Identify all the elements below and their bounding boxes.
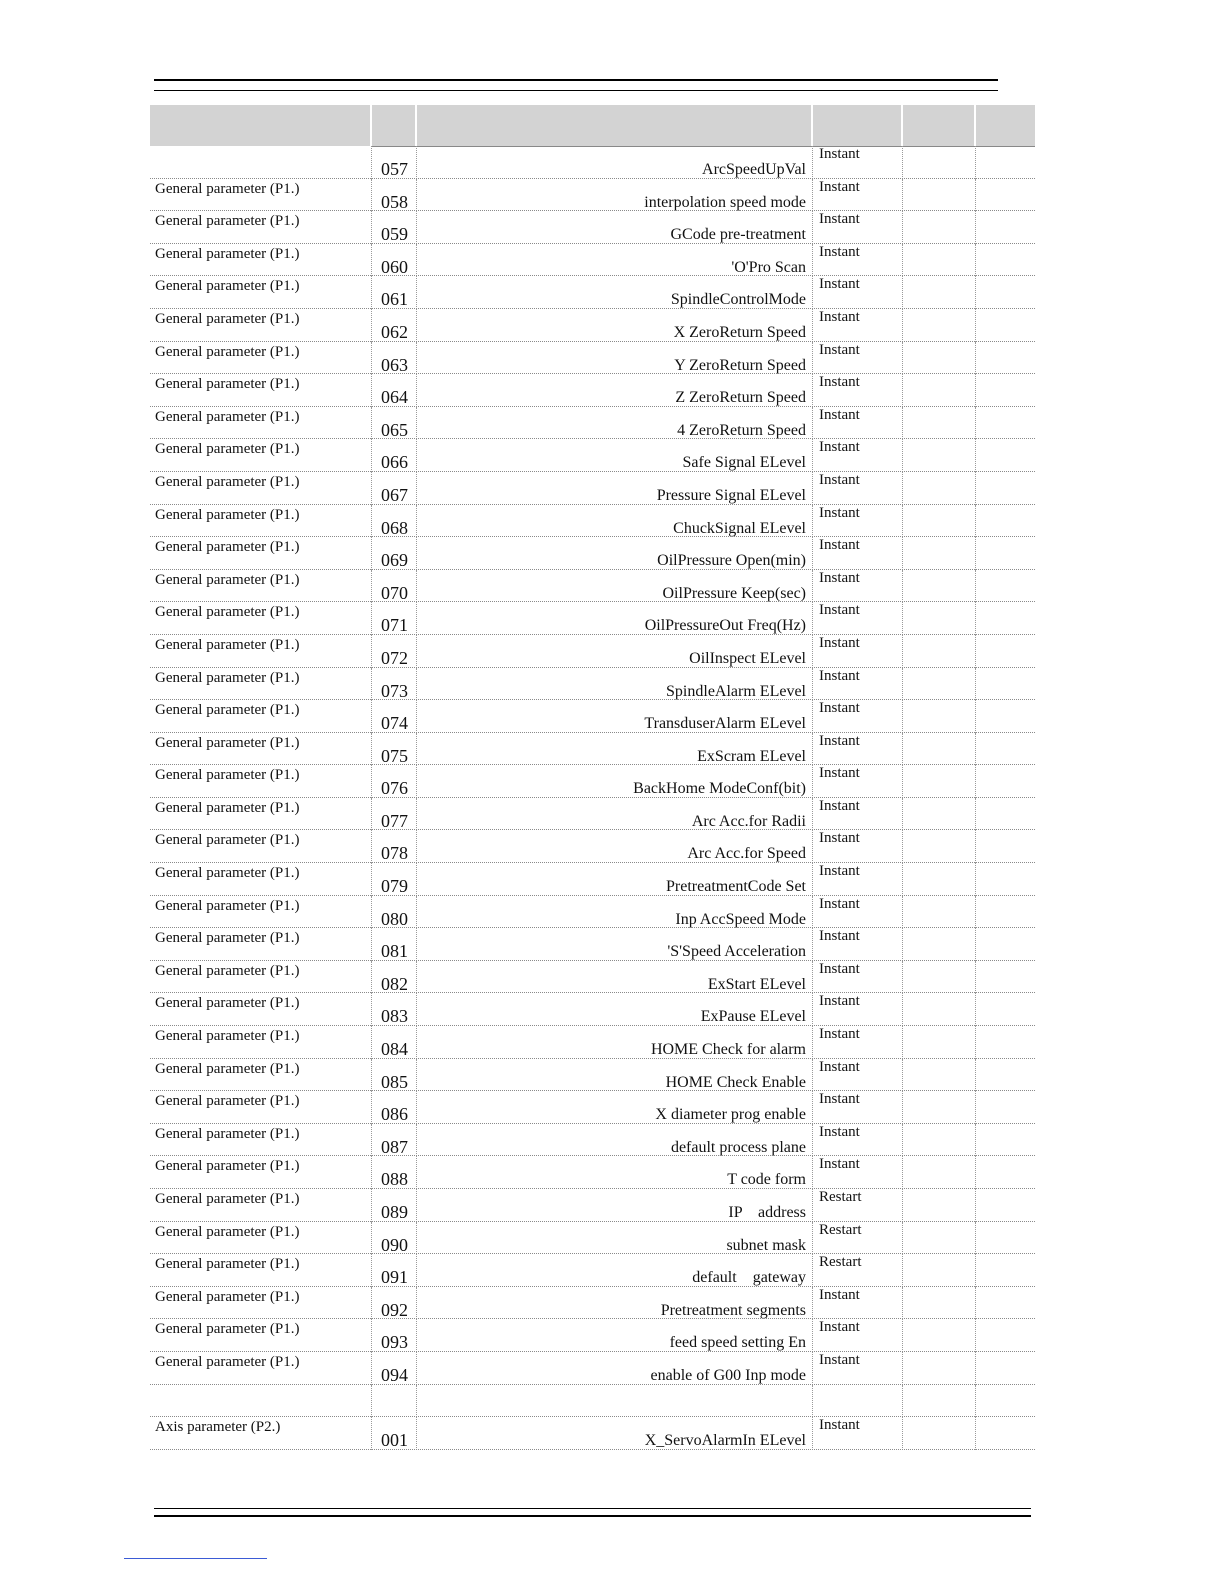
param-group-cell: General parameter (P1.)	[150, 439, 372, 472]
param-effective-cell: Instant	[813, 276, 903, 309]
empty-cell	[903, 1352, 976, 1385]
param-group-cell: General parameter (P1.)	[150, 342, 372, 375]
param-name-cell: IP address	[417, 1189, 813, 1222]
param-number-cell: 084	[372, 1026, 417, 1059]
table-row	[150, 146, 1035, 179]
empty-cell	[903, 276, 976, 309]
param-name-cell: enable of G00 Inp mode	[417, 1352, 813, 1385]
param-name-cell: OilInspect ELevel	[417, 635, 813, 668]
param-group-cell: General parameter (P1.)	[150, 570, 372, 603]
param-group-cell: General parameter (P1.)	[150, 896, 372, 929]
header-rule-thin	[154, 90, 998, 91]
param-group-cell: General parameter (P1.)	[150, 1352, 372, 1385]
empty-cell	[976, 472, 1035, 505]
param-number-cell: 058	[372, 179, 417, 212]
param-number-cell: 062	[372, 309, 417, 342]
param-name-cell: ArcSpeedUpVal	[417, 146, 813, 179]
param-group-cell: General parameter (P1.)	[150, 211, 372, 244]
table-row	[150, 830, 1035, 863]
empty-cell	[903, 570, 976, 603]
param-number-cell: 065	[372, 407, 417, 440]
empty-cell	[903, 1124, 976, 1157]
param-group-cell: General parameter (P1.)	[150, 1059, 372, 1092]
param-group-cell: General parameter (P1.)	[150, 505, 372, 538]
param-effective-cell: Instant	[813, 1352, 903, 1385]
param-group-cell: General parameter (P1.)	[150, 374, 372, 407]
param-group-cell: General parameter (P1.)	[150, 765, 372, 798]
param-effective-cell: Instant	[813, 863, 903, 896]
param-effective-cell: Instant	[813, 439, 903, 472]
param-name-cell: Arc Acc.for Speed	[417, 830, 813, 863]
empty-cell	[976, 798, 1035, 831]
param-group-cell: General parameter (P1.)	[150, 179, 372, 212]
empty-cell	[976, 407, 1035, 440]
empty-cell	[976, 733, 1035, 766]
header-cell-extra-2	[976, 105, 1035, 146]
empty-cell	[903, 961, 976, 994]
param-name-cell: HOME Check Enable	[417, 1059, 813, 1092]
param-number-cell: 001	[372, 1417, 417, 1450]
param-effective-cell: Instant	[813, 472, 903, 505]
empty-cell	[976, 896, 1035, 929]
param-number-cell: 057	[372, 146, 417, 179]
table-row	[150, 700, 1035, 733]
empty-cell	[903, 700, 976, 733]
table-row	[150, 472, 1035, 505]
empty-cell	[976, 342, 1035, 375]
empty-cell	[976, 211, 1035, 244]
param-effective-cell: Instant	[813, 798, 903, 831]
param-effective-cell: Instant	[813, 668, 903, 701]
empty-cell	[903, 1026, 976, 1059]
param-group-cell: General parameter (P1.)	[150, 602, 372, 635]
param-number-cell: 066	[372, 439, 417, 472]
header-cell-number	[372, 105, 417, 146]
empty-cell	[976, 309, 1035, 342]
param-effective-cell: Instant	[813, 733, 903, 766]
param-effective-cell: Instant	[813, 211, 903, 244]
param-effective-cell: Instant	[813, 635, 903, 668]
empty-cell	[976, 439, 1035, 472]
param-name-cell: 'S'Speed Acceleration	[417, 928, 813, 961]
empty-cell	[976, 1156, 1035, 1189]
param-group-cell: General parameter (P1.)	[150, 1222, 372, 1255]
empty-cell	[903, 309, 976, 342]
table-row	[150, 1222, 1035, 1255]
param-name-cell: Z ZeroReturn Speed	[417, 374, 813, 407]
param-group-cell	[150, 146, 372, 179]
param-number-cell: 061	[372, 276, 417, 309]
param-effective-cell: Instant	[813, 765, 903, 798]
param-name-cell: X diameter prog enable	[417, 1091, 813, 1124]
param-number-cell: 074	[372, 700, 417, 733]
param-group-cell: General parameter (P1.)	[150, 1156, 372, 1189]
param-effective-cell: Restart	[813, 1222, 903, 1255]
param-number-cell: 081	[372, 928, 417, 961]
param-effective-cell: Instant	[813, 961, 903, 994]
param-name-cell: Inp AccSpeed Mode	[417, 896, 813, 929]
table-row	[150, 1254, 1035, 1287]
empty-cell	[903, 505, 976, 538]
header-cell-name	[417, 105, 813, 146]
footer-rule-thin	[154, 1508, 1031, 1509]
header-cell-group	[150, 105, 372, 146]
param-name-cell: X ZeroReturn Speed	[417, 309, 813, 342]
param-number-cell: 091	[372, 1254, 417, 1287]
table-row	[150, 179, 1035, 212]
param-group-cell: General parameter (P1.)	[150, 863, 372, 896]
param-name-cell: interpolation speed mode	[417, 179, 813, 212]
param-name-cell: OilPressure Open(min)	[417, 537, 813, 570]
footer-link-underline	[124, 1558, 267, 1559]
param-effective-cell: Instant	[813, 1156, 903, 1189]
table-row	[150, 309, 1035, 342]
empty-cell	[903, 1319, 976, 1352]
parameter-table	[150, 105, 1035, 1450]
param-group-cell: General parameter (P1.)	[150, 668, 372, 701]
empty-cell	[903, 830, 976, 863]
table-row	[150, 276, 1035, 309]
param-effective-cell: Instant	[813, 309, 903, 342]
table-row	[150, 342, 1035, 375]
footer-rule-thick	[154, 1515, 1031, 1517]
param-effective-cell: Instant	[813, 1026, 903, 1059]
empty-cell	[976, 1319, 1035, 1352]
table-row	[150, 1319, 1035, 1352]
empty-cell	[976, 1091, 1035, 1124]
empty-cell	[903, 1222, 976, 1255]
empty-cell	[976, 993, 1035, 1026]
param-number-cell: 088	[372, 1156, 417, 1189]
param-number-cell: 092	[372, 1287, 417, 1320]
empty-cell	[976, 244, 1035, 277]
param-group-cell: General parameter (P1.)	[150, 244, 372, 277]
empty-cell	[903, 211, 976, 244]
param-number-cell: 090	[372, 1222, 417, 1255]
table-row	[150, 1091, 1035, 1124]
param-group-cell: General parameter (P1.)	[150, 1254, 372, 1287]
empty-cell	[903, 928, 976, 961]
param-effective-cell: Instant	[813, 1059, 903, 1092]
param-name-cell: Y ZeroReturn Speed	[417, 342, 813, 375]
table-row	[150, 668, 1035, 701]
table-row	[150, 993, 1035, 1026]
param-number-cell: 076	[372, 765, 417, 798]
param-group-cell: General parameter (P1.)	[150, 1091, 372, 1124]
empty-cell	[976, 863, 1035, 896]
empty-cell	[976, 570, 1035, 603]
param-name-cell: BackHome ModeConf(bit)	[417, 765, 813, 798]
table-row	[150, 602, 1035, 635]
param-number-cell: 075	[372, 733, 417, 766]
empty-cell	[976, 374, 1035, 407]
empty-cell	[903, 1156, 976, 1189]
param-effective-cell: Instant	[813, 570, 903, 603]
param-effective-cell: Instant	[813, 1091, 903, 1124]
param-group-cell: General parameter (P1.)	[150, 830, 372, 863]
empty-cell	[976, 765, 1035, 798]
param-name-cell: default process plane	[417, 1124, 813, 1157]
param-effective-cell: Instant	[813, 244, 903, 277]
table-row	[150, 1287, 1035, 1320]
param-name-cell: Safe Signal ELevel	[417, 439, 813, 472]
param-group-cell: General parameter (P1.)	[150, 472, 372, 505]
param-number-cell: 068	[372, 505, 417, 538]
param-effective-cell: Restart	[813, 1254, 903, 1287]
param-number-cell: 069	[372, 537, 417, 570]
param-number-cell: 063	[372, 342, 417, 375]
empty-cell	[976, 276, 1035, 309]
empty-cell	[976, 1124, 1035, 1157]
param-name-cell: subnet mask	[417, 1222, 813, 1255]
param-group-cell: General parameter (P1.)	[150, 1189, 372, 1222]
param-name-cell: SpindleControlMode	[417, 276, 813, 309]
table-row	[150, 733, 1035, 766]
empty-cell	[903, 1254, 976, 1287]
table-row	[150, 928, 1035, 961]
param-group-cell: General parameter (P1.)	[150, 1124, 372, 1157]
table-row	[150, 1156, 1035, 1189]
param-effective-cell: Instant	[813, 1417, 903, 1450]
empty-cell	[976, 537, 1035, 570]
empty-cell	[903, 407, 976, 440]
empty-cell	[976, 505, 1035, 538]
param-number-cell: 072	[372, 635, 417, 668]
param-group-cell: Axis parameter (P2.)	[150, 1417, 372, 1450]
param-effective-cell: Instant	[813, 928, 903, 961]
param-name-cell: 'O'Pro Scan	[417, 244, 813, 277]
empty-cell	[976, 1254, 1035, 1287]
param-group-cell: General parameter (P1.)	[150, 1026, 372, 1059]
empty-cell	[976, 1287, 1035, 1320]
param-number-cell: 085	[372, 1059, 417, 1092]
table-row	[150, 244, 1035, 277]
table-row	[150, 1189, 1035, 1222]
empty-cell	[903, 733, 976, 766]
empty-cell	[976, 635, 1035, 668]
param-effective-cell: Instant	[813, 700, 903, 733]
param-number-cell	[372, 1385, 417, 1418]
param-number-cell: 059	[372, 211, 417, 244]
param-name-cell: X_ServoAlarmIn ELevel	[417, 1417, 813, 1450]
param-group-cell: General parameter (P1.)	[150, 537, 372, 570]
param-effective-cell: Instant	[813, 830, 903, 863]
empty-cell	[976, 830, 1035, 863]
header-cell-effective	[813, 105, 903, 146]
table-row	[150, 1026, 1035, 1059]
empty-cell	[903, 896, 976, 929]
header-cell-extra-1	[903, 105, 976, 146]
empty-cell	[976, 146, 1035, 179]
empty-cell	[976, 1417, 1035, 1450]
param-group-cell	[150, 1385, 372, 1418]
table-row	[150, 863, 1035, 896]
param-effective-cell: Instant	[813, 1124, 903, 1157]
empty-cell	[976, 1352, 1035, 1385]
param-number-cell: 073	[372, 668, 417, 701]
table-row	[150, 635, 1035, 668]
param-effective-cell: Instant	[813, 602, 903, 635]
param-group-cell: General parameter (P1.)	[150, 798, 372, 831]
param-effective-cell: Instant	[813, 1319, 903, 1352]
empty-cell	[976, 1385, 1035, 1418]
param-name-cell: T code form	[417, 1156, 813, 1189]
param-name-cell: HOME Check for alarm	[417, 1026, 813, 1059]
empty-cell	[903, 342, 976, 375]
param-name-cell: ExStart ELevel	[417, 961, 813, 994]
param-number-cell: 067	[372, 472, 417, 505]
param-group-cell: General parameter (P1.)	[150, 993, 372, 1026]
table-row	[150, 1352, 1035, 1385]
param-group-cell: General parameter (P1.)	[150, 407, 372, 440]
param-number-cell: 071	[372, 602, 417, 635]
param-group-cell: General parameter (P1.)	[150, 276, 372, 309]
table-header	[150, 105, 1035, 146]
table-row	[150, 1385, 1035, 1418]
param-number-cell: 070	[372, 570, 417, 603]
param-effective-cell: Instant	[813, 342, 903, 375]
param-effective-cell: Instant	[813, 407, 903, 440]
param-name-cell	[417, 1385, 813, 1418]
param-number-cell: 089	[372, 1189, 417, 1222]
empty-cell	[976, 961, 1035, 994]
empty-cell	[903, 993, 976, 1026]
param-group-cell: General parameter (P1.)	[150, 635, 372, 668]
empty-cell	[903, 1385, 976, 1418]
empty-cell	[903, 146, 976, 179]
table-row	[150, 896, 1035, 929]
param-group-cell: General parameter (P1.)	[150, 1319, 372, 1352]
empty-cell	[903, 1189, 976, 1222]
empty-cell	[976, 668, 1035, 701]
param-number-cell: 086	[372, 1091, 417, 1124]
param-name-cell: feed speed setting En	[417, 1319, 813, 1352]
param-name-cell: PretreatmentCode Set	[417, 863, 813, 896]
param-effective-cell: Instant	[813, 1287, 903, 1320]
param-number-cell: 093	[372, 1319, 417, 1352]
empty-cell	[903, 635, 976, 668]
param-effective-cell: Instant	[813, 505, 903, 538]
param-name-cell: OilPressure Keep(sec)	[417, 570, 813, 603]
param-number-cell: 064	[372, 374, 417, 407]
param-effective-cell: Restart	[813, 1189, 903, 1222]
empty-cell	[976, 1222, 1035, 1255]
table-row	[150, 961, 1035, 994]
table-row	[150, 211, 1035, 244]
table-row	[150, 374, 1035, 407]
param-number-cell: 060	[372, 244, 417, 277]
empty-cell	[903, 602, 976, 635]
param-name-cell: OilPressureOut Freq(Hz)	[417, 602, 813, 635]
param-number-cell: 077	[372, 798, 417, 831]
header-rule-thick	[154, 79, 998, 81]
empty-cell	[903, 374, 976, 407]
empty-cell	[976, 1026, 1035, 1059]
param-effective-cell: Instant	[813, 993, 903, 1026]
table-row	[150, 505, 1035, 538]
empty-cell	[976, 1059, 1035, 1092]
param-name-cell: Pressure Signal ELevel	[417, 472, 813, 505]
param-name-cell: TransduserAlarm ELevel	[417, 700, 813, 733]
param-group-cell: General parameter (P1.)	[150, 1287, 372, 1320]
empty-cell	[976, 700, 1035, 733]
table-row	[150, 1124, 1035, 1157]
empty-cell	[903, 1417, 976, 1450]
param-name-cell: Pretreatment segments	[417, 1287, 813, 1320]
param-effective-cell: Instant	[813, 896, 903, 929]
empty-cell	[976, 1189, 1035, 1222]
param-name-cell: 4 ZeroReturn Speed	[417, 407, 813, 440]
empty-cell	[903, 244, 976, 277]
param-effective-cell: Instant	[813, 374, 903, 407]
param-number-cell: 082	[372, 961, 417, 994]
param-number-cell: 094	[372, 1352, 417, 1385]
param-name-cell: ExScram ELevel	[417, 733, 813, 766]
param-name-cell: GCode pre-treatment	[417, 211, 813, 244]
param-name-cell: SpindleAlarm ELevel	[417, 668, 813, 701]
table-row	[150, 798, 1035, 831]
empty-cell	[903, 1091, 976, 1124]
param-group-cell: General parameter (P1.)	[150, 700, 372, 733]
table-row	[150, 570, 1035, 603]
param-effective-cell: Instant	[813, 146, 903, 179]
param-effective-cell: Instant	[813, 179, 903, 212]
empty-cell	[903, 798, 976, 831]
param-number-cell: 079	[372, 863, 417, 896]
table-row	[150, 1059, 1035, 1092]
empty-cell	[976, 602, 1035, 635]
empty-cell	[903, 179, 976, 212]
param-group-cell: General parameter (P1.)	[150, 733, 372, 766]
param-effective-cell: Instant	[813, 537, 903, 570]
param-group-cell: General parameter (P1.)	[150, 928, 372, 961]
empty-cell	[903, 537, 976, 570]
table-row	[150, 439, 1035, 472]
param-number-cell: 080	[372, 896, 417, 929]
param-number-cell: 083	[372, 993, 417, 1026]
param-name-cell: ExPause ELevel	[417, 993, 813, 1026]
param-name-cell: Arc Acc.for Radii	[417, 798, 813, 831]
table-row	[150, 1417, 1035, 1450]
empty-cell	[903, 472, 976, 505]
table-row	[150, 765, 1035, 798]
empty-cell	[903, 1287, 976, 1320]
empty-cell	[903, 863, 976, 896]
param-group-cell: General parameter (P1.)	[150, 961, 372, 994]
param-effective-cell	[813, 1385, 903, 1418]
param-number-cell: 087	[372, 1124, 417, 1157]
table-body	[150, 146, 1035, 1450]
empty-cell	[976, 179, 1035, 212]
empty-cell	[903, 765, 976, 798]
param-number-cell: 078	[372, 830, 417, 863]
param-group-cell: General parameter (P1.)	[150, 309, 372, 342]
table-row	[150, 407, 1035, 440]
empty-cell	[976, 928, 1035, 961]
empty-cell	[903, 439, 976, 472]
param-name-cell: default gateway	[417, 1254, 813, 1287]
table-row	[150, 537, 1035, 570]
param-name-cell: ChuckSignal ELevel	[417, 505, 813, 538]
empty-cell	[903, 1059, 976, 1092]
empty-cell	[903, 668, 976, 701]
